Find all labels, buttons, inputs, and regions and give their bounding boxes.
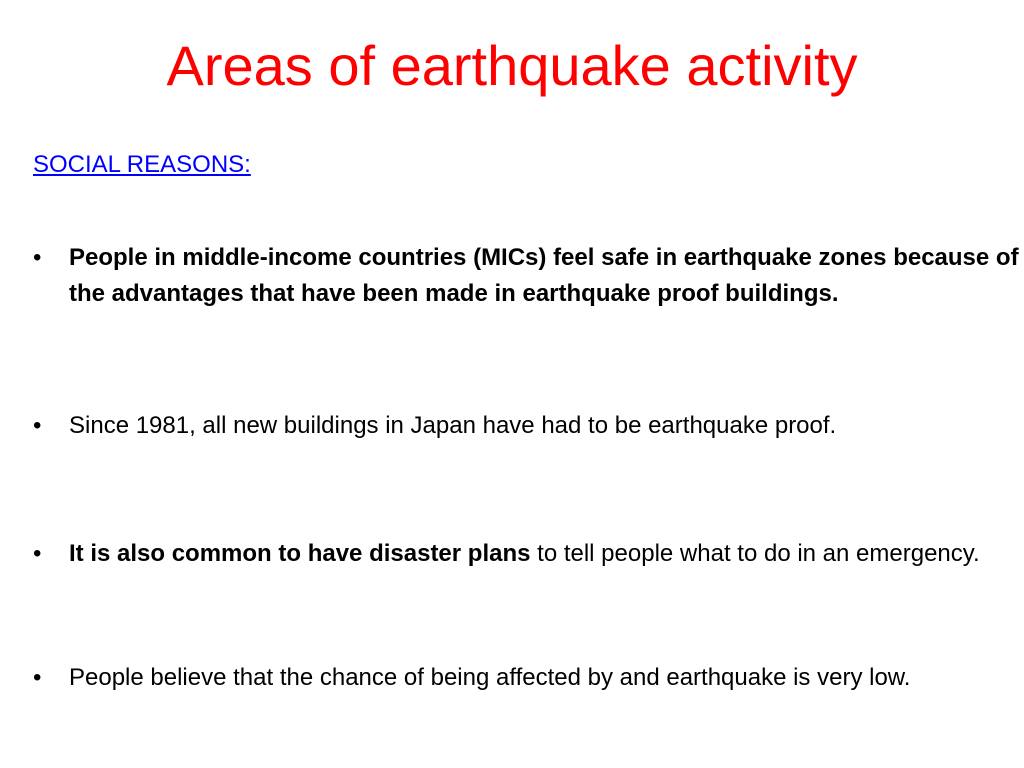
slide-title: Areas of earthquake activity (166, 34, 858, 97)
bullet-dot: • (33, 412, 42, 439)
bullet-item (33, 240, 1024, 312)
bullet-text: Since 1981, all new buildings in Japan have had to be earthquake proof. (69, 412, 837, 439)
bullet-text: People believe that the chance of being affected by and earthquake is very low. (69, 664, 911, 691)
bullet-bold-text: People in middle-income countries (MICs) feel safe in earthquake zones because of the advantages that have been made in earthquake proof buildings. (69, 244, 1019, 307)
bullet-bold-text: It is also common to have disaster plans (69, 540, 531, 567)
bullet-dot: • (33, 540, 42, 567)
bullet-dot: • (33, 664, 42, 691)
bullet-dot: • (33, 244, 42, 271)
bullet-item (33, 536, 1024, 572)
bullet-item (33, 660, 1024, 696)
section-heading: SOCIAL REASONS: (33, 151, 251, 178)
bullet-text: to tell people what to do in an emergency. (530, 540, 980, 567)
bullet-item (33, 408, 1024, 444)
